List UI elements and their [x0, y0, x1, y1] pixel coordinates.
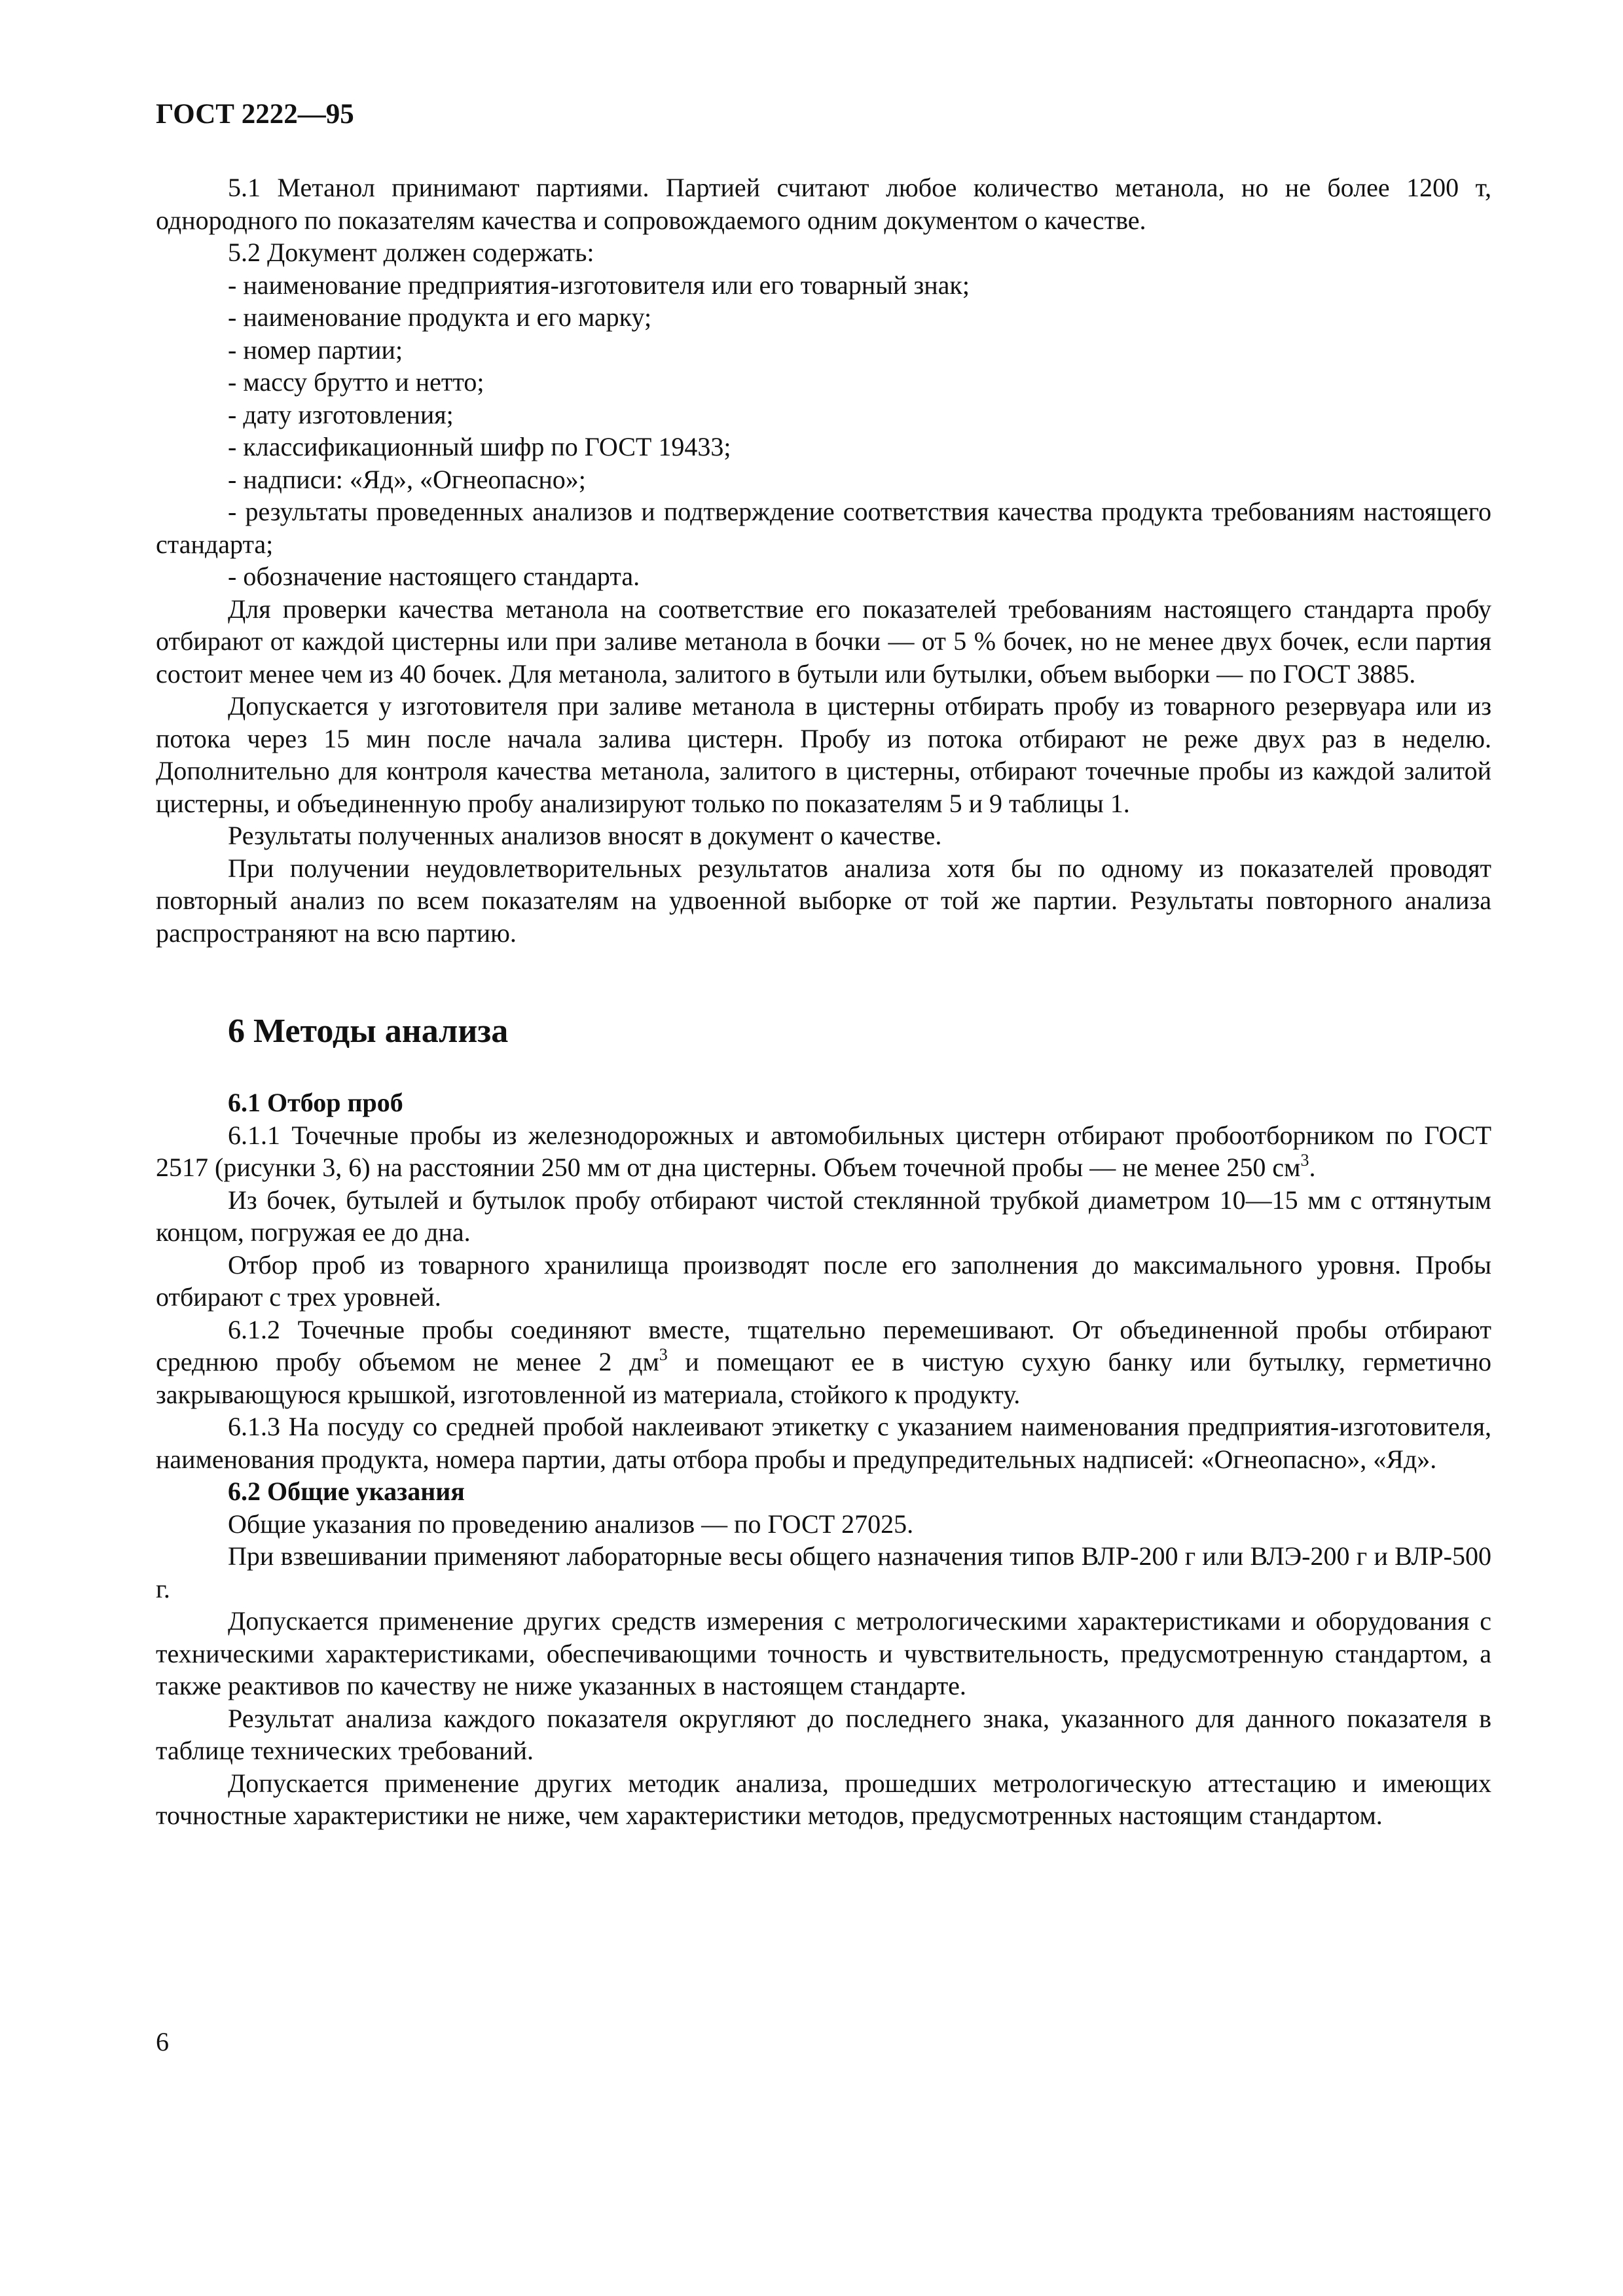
superscript: 3: [659, 1345, 668, 1364]
list-item: - массу брутто и нетто;: [228, 367, 484, 397]
paragraph: Для проверки качества метанола на соответствие его показателей требованиям настоящего стандарта пробу отбирают от каждой цистерны или при заливе метанола в бочки — от 5 % бочек, но не менее двух бочек, если партия состоит менее чем из 40 бочек. Для метанола, залитого в бутыли или бутылки, объем выборки — по ГОСТ 3885.: [156, 594, 1491, 689]
list-item: - наименование продукта и его марку;: [228, 302, 652, 332]
paragraph: Допускается применение других методик анализа, прошедших метрологическую аттестацию и имеющих точностные характеристики не ниже, чем характеристики методов, предусмотренных настоящим стандартом.: [156, 1768, 1491, 1830]
document-page: [156, 98, 1491, 1832]
list-item: - классификационный шифр по ГОСТ 19433;: [228, 432, 731, 461]
paragraph-6-1-2: [156, 1314, 1491, 1411]
paragraph: При взвешивании применяют лабораторные весы общего назначения типов ВЛР-200 г или ВЛЭ-200 г и ВЛР-500 г.: [156, 1541, 1491, 1604]
list-item: - номер партии;: [228, 334, 403, 365]
paragraph: Отбор проб из товарного хранилища производят после его заполнения до максимального уровня. Пробы отбирают с трех уровней.: [156, 1249, 1491, 1312]
paragraph: Из бочек, бутылей и бутылок пробу отбирают чистой стеклянной трубкой диаметром 10—15 мм с оттянутым концом, погружая ее до дна.: [156, 1185, 1491, 1247]
paragraph-6-1-3: 6.1.3 На посуду со средней пробой наклеивают этикетку с указанием наименования предприятия-изготовителя, наименования продукта, номера партии, даты отбора пробы и предупредительных надписей: «Огнеопасно», «Яд».: [156, 1412, 1491, 1474]
list-item: - наименование предприятия-изготовителя или его товарный знак;: [228, 270, 970, 300]
paragraph-text: и помещают ее в чистую сухую банку или бутылку, герметично закрывающуюся крышкой, изготовленной из материала, стойкого к продукту.: [156, 1347, 1492, 1409]
paragraph-5-1: 5.1 Метанол принимают партиями. Партией считают любое количество метанола, но не более 1200 т, однородного по показателям качества и сопровождаемого одним документом о качестве.: [156, 173, 1491, 235]
paragraph-text: 6.1.1 Точечные пробы из железнодорожных и автомобильных цистерн отбирают пробоотборником по ГОСТ 2517 (рисунки 3, 6) на расстоянии 250 мм от дна цистерны. Объем точечной пробы — не менее 250 см: [156, 1120, 1491, 1182]
section-title: 6 Методы анализа: [228, 1013, 509, 1050]
paragraph-text: 6.1.2 Точечные пробы соединяют вместе, тщательно перемешивают. От объединенной пробы отбирают среднюю пробу объемом не менее 2 дм: [156, 1314, 1491, 1376]
list-item: - надписи: «Яд», «Огнеопасно»;: [228, 464, 586, 494]
paragraph: Результаты полученных анализов вносят в документ о качестве.: [228, 821, 942, 850]
list-item: - дату изготовления;: [228, 399, 454, 429]
superscript: 3: [1300, 1151, 1309, 1170]
subsection-title: 6.1 Отбор проб: [228, 1088, 403, 1117]
subsection-title: 6.2 Общие указания: [228, 1477, 465, 1506]
page-number: 6: [156, 2027, 169, 2056]
list-item: - результаты проведенных анализов и подтверждение соответствия качества продукта требованиям настоящего стандарта;: [156, 497, 1491, 559]
document-header: ГОСТ 2222—95: [156, 99, 354, 130]
list-item: - обозначение настоящего стандарта.: [228, 562, 640, 591]
period: .: [1309, 1153, 1316, 1182]
paragraph: При получении неудовлетворительных результатов анализа хотя бы по одному из показателей проводят повторный анализ по всем показателям на удвоенной выборке от той же партии. Результаты повторного анализа распространяют на всю партию.: [156, 853, 1491, 948]
paragraph: Допускается применение других средств измерения с метрологическими характеристиками и оборудования с техническими характеристиками, обеспечивающими точность и чувствительность, предусмотренную стандартом, а также реактивов по качеству не ниже указанных в настоящем стандарте.: [156, 1606, 1491, 1700]
paragraph-6-1-1: [156, 1119, 1491, 1184]
paragraph: Допускается у изготовителя при заливе метанола в цистерны отбирать пробу из товарного резервуара или из потока через 15 мин после начала залива цистерн. Пробу из потока отбирают не реже двух раз в неделю. Дополнительно для контроля качества метанола, залитого в цистерны, отбирают точечные пробы из каждой залитой цистерны, и объединенную пробу анализируют только по показателям 5 и 9 таблицы 1.: [156, 691, 1491, 818]
paragraph: Общие указания по проведению анализов — по ГОСТ 27025.: [228, 1509, 914, 1539]
paragraph-5-2: 5.2 Документ должен содержать:: [228, 238, 594, 267]
paragraph: Результат анализа каждого показателя округляют до последнего знака, указанного для данного показателя в таблице технических требований.: [156, 1703, 1491, 1765]
